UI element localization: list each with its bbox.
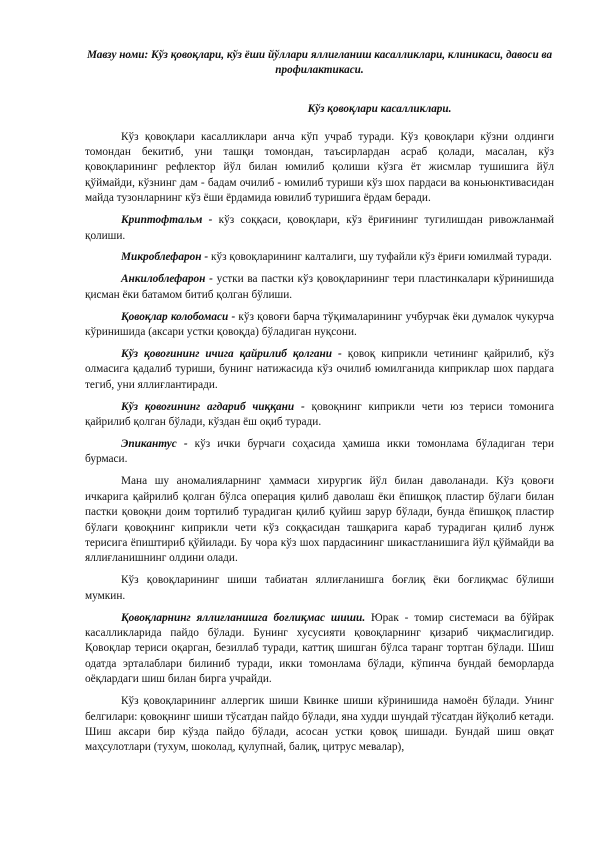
paragraph-term: Кўз қовоғининг агдариб чиққани - xyxy=(121,400,305,413)
paragraph-term: Қовоқлар колобомаси - xyxy=(121,310,236,323)
paragraph-edema xyxy=(85,573,554,604)
paragraph-term: Қовоқларнинг яллиғланишга боғлиқмас шиши. xyxy=(121,611,366,624)
paragraph-term: Кўз қовоғининг ичига қайрилиб қолгани - xyxy=(121,347,342,360)
paragraph-text: Юрак - томир системаси ва бўйрак касалликларида пайдо бўлади. Бунинг хусусияти қовоқларнинг қизариб чиқмаслигидир. Қовоқлар териси оқарган, безиллаб туради, каттиқ шишган бўлса таранг тортган бўлади. Шиш одатда эрталаблари билиниб туради, икки томонлама бўлади, кўпинча бундай беморларда оёқлардаги шиш билан бирга учрайди. xyxy=(85,611,555,686)
paragraph-noninflammatory-edema xyxy=(85,611,554,688)
paragraph-term: Микроблефарон - xyxy=(121,251,209,264)
paragraph-cryptophthalmos xyxy=(85,213,554,244)
document-page xyxy=(85,48,554,762)
paragraph-text: Мана шу аномалияларнинг ҳаммаси хирургик йўл билан даволанади. Кўз қовоғи ичкарига қайрилиб қолган бўлса операция қилиб даволаш ёки ёпишқоқ пластир бўлаги билан пастки қовоқни доим тортилиб турадиган қилиб қуйиш зарур бўлади, бунда ёпишқоқ пластир бўлаги қовоқнинг киприкли чети кўз соққасидан ташқарига караб турадиган қилиб лунж терисига ёпиштириб қўйилади. Бу чора кўз шох пардасининг шикастланишига йўл қўймайди ва яллиғланишнинг олдини олади. xyxy=(85,475,554,565)
paragraph-text: Кўз қовоқларининг аллергик шиши Квинке шиши кўринишида намоён бўлади. Унинг белгилари: қовоқнинг шиши тўсатдан пайдо бўлади, яна худди шундай тўсатдан йўқолиб кетади. Шиш аксари бир кўзда пайдо бўлади, асосан устки қовоқ шишади. Бундай шиш овқат маҳсулотлари (тухум, шоколад, қулупнай, балиқ, цитрус мевалар), xyxy=(85,695,554,754)
paragraph-ankyloblepharon xyxy=(85,272,554,303)
paragraph-term: Анкилоблефарон - xyxy=(121,273,213,286)
paragraph-epicanthus xyxy=(85,437,554,468)
paragraph-text: қовоқ киприкли четининг қайрилиб, кўз олмасига қадалиб туриши, бунинг натижасида кўз очилиб юмилганида киприклар шох пардага тегиб, уни яллиғлантиради. xyxy=(85,347,554,391)
paragraph-text: кўз ички бурчаги соҳасида ҳамиша икки томонлама бўладиган тери бурмаси. xyxy=(85,438,554,466)
paragraph-term: Эпикантус - xyxy=(121,438,188,451)
paragraph-text: кўз соққаси, қовоқлари, кўз ёриғининг тугилишдан ривожланмай қолиши. xyxy=(85,214,554,242)
document-title: Мавзу номи: Кўз қовоқлари, кўз ёши йўллари яллиғланиш касалликлари, клиникаси, давоси ва профилактикаси. xyxy=(86,49,553,77)
paragraph-ectropion xyxy=(85,400,554,431)
paragraph-text: устки ва пастки кўз қовоқларининг тери пластинкалари кўринишида қисман ёки батамом битиб қолган бўлиши. xyxy=(85,273,554,301)
paragraph-text: Кўз қовоқларининг шиши табиатан яллиғланишга боғлиқ ёки боғлиқмас бўлиши мумкин. xyxy=(85,574,554,602)
document-body xyxy=(85,130,554,756)
paragraph-text: Кўз қовоқлари касалликлари анча кўп учраб туради. Кўз қовоқлари кўзни олдинги томондан бекитиб, уни ташқи томондан, таъсирлардан асраб қолади, масалан, кўз қовоқларининг рефлектор йўл билан юмилиб қолиши кўзга ёт жисмлар тушишига йўл қўймайди, кўзнинг дам - бадам очилиб - юмилиб туриши кўз шох пардаси ва коньюнктивасидан майда тузонларнинг кўз ёши ёрдамида ювилиб туришига ёрдам беради. xyxy=(85,130,554,205)
section-heading: Кўз қовоқлари касалликлари. xyxy=(307,103,452,116)
paragraph-text: кўз қовоғи барча тўқималарининг учбурчак ёки думалок чукурча кўринишида (аксари устки қовоқда) бўладиган нуқсони. xyxy=(85,310,554,339)
paragraph-intro xyxy=(85,130,554,207)
paragraph-term: Криптофтальм - xyxy=(121,214,213,227)
paragraph-treatment xyxy=(85,474,554,566)
paragraph-coloboma xyxy=(85,310,554,341)
paragraph-allergic-edema xyxy=(85,694,554,756)
paragraph-text: қовоқнинг киприкли чети юз териси томонига қайрилиб қолган бўлади, кўздан ёш оқиб туради. xyxy=(85,400,554,429)
paragraph-text: кўз қовоқларининг калталиги, шу туфайли кўз ёриғи юмилмай туради. xyxy=(208,251,552,264)
paragraph-entropion xyxy=(85,347,554,393)
paragraph-microblepharon xyxy=(85,250,554,265)
